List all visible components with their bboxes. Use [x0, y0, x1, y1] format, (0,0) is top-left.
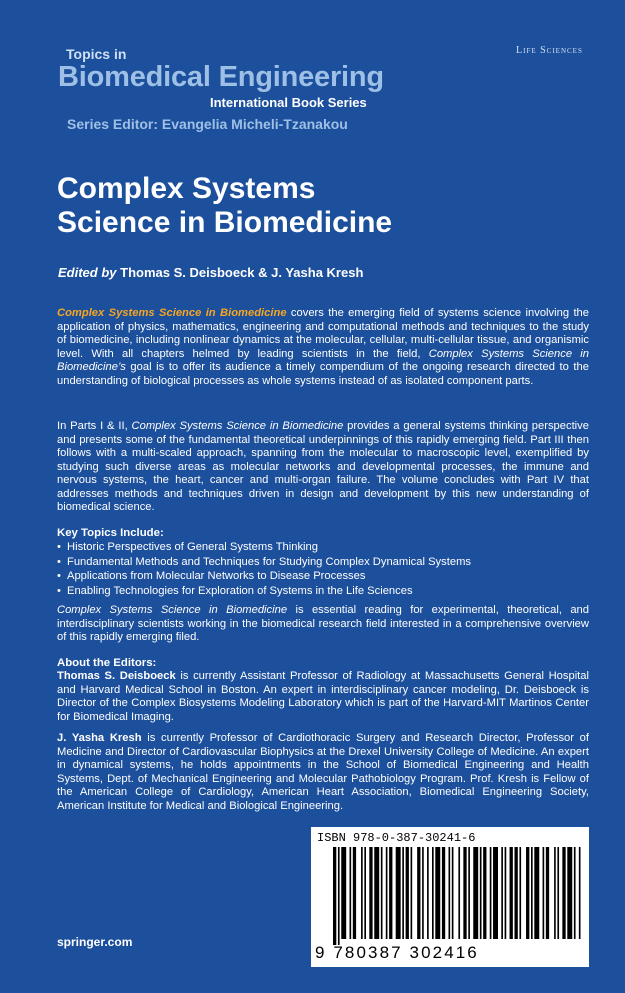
- barcode-bar: [381, 847, 383, 939]
- editor-2-name: J. Yasha Kresh: [57, 732, 142, 744]
- barcode-bar: [422, 847, 424, 939]
- barcode-bar: [567, 847, 572, 939]
- barcode-bar: [435, 847, 440, 939]
- barcode-bar: [473, 847, 478, 939]
- barcode-bar: [526, 847, 529, 939]
- series-name: Biomedical Engineering: [58, 61, 384, 93]
- key-topics-list: [57, 540, 471, 598]
- barcode-bar: [350, 847, 352, 939]
- barcode-bar: [531, 847, 533, 939]
- key-topics-heading: Key Topics Include:: [57, 527, 164, 539]
- barcode-bar: [458, 847, 460, 939]
- description-paragraph-1: [57, 307, 589, 388]
- barcode-bar: [389, 847, 392, 939]
- description-highlight: Complex Systems Science in Biomedicine: [57, 307, 287, 319]
- barcode-bar: [402, 847, 404, 939]
- barcode-bar: [546, 847, 549, 939]
- barcode-bar: [493, 847, 498, 939]
- barcode-bar: [411, 847, 413, 939]
- barcode-bar: [515, 847, 518, 939]
- edited-by-label: Edited by: [58, 265, 117, 280]
- description-p1-a: covers the emerging field of systems science involving the application of physics, mathematics, engineering and computational methods and techniques to the study of biomedicine, including nonlinear dynamics at the molecular, cellular, multi-cellular tissue, and organismic level. With all chapters helmed by leading scientists in the field,: [57, 307, 589, 360]
- ean-number: 9 780387 302416: [315, 943, 479, 962]
- barcode-bar: [554, 847, 556, 939]
- barcode-bar: [417, 847, 420, 939]
- barcode-bars: [333, 847, 583, 945]
- series-topics-in: Topics in: [66, 46, 127, 62]
- barcode-bar: [519, 847, 521, 939]
- barcode-bar: [452, 847, 454, 939]
- barcode-bar: [364, 847, 366, 939]
- description-p2-a: In Parts I & II,: [57, 420, 132, 432]
- barcode-bar: [468, 847, 470, 939]
- about-editors-heading: About the Editors:: [57, 657, 157, 669]
- editor-bio-1: [57, 670, 589, 724]
- editors-names: Thomas S. Deisboeck & J. Yasha Kresh: [120, 265, 364, 280]
- barcode-bar: [557, 847, 559, 939]
- description-p3-italic: Complex Systems Science in Biomedicine: [57, 604, 288, 616]
- book-title: [57, 172, 392, 240]
- description-p2-b: provides a general systems thinking perspective and presents some of the fundamental theoretical underpinnings of this rapidly emerging field. Part III then follows with a multi-scaled approach, spanning from the molecular to macroscopic level, exemplified by studying such diverse areas as molecular networks and developmental processes, the immune and nervous systems, the heart, cancer and multi-organ failure. The volume concludes with Part IV that addresses methods and techniques driven in design and development by this new understanding of biomedical science.: [57, 420, 589, 513]
- list-item: • Applications from Molecular Networks to Disease Processes: [57, 569, 471, 584]
- barcode-bar: [543, 847, 545, 939]
- barcode-bar: [353, 847, 356, 939]
- editor-2-text: is currently Professor of Cardiothoracic Surgery and Research Director, Professor of Medicine and Director of Cardiovascular Biophysics at the Drexel University College of Medicine. An expert in dynamical systems, he holds appointments in the School of Biomedical Engineering and Health Systems, Dept. of Mechanical Engineering and Molecular Pathobiology Program. Prof. Kresh is Fellow of the American College of Cardiology, American Heart Association, Biomedical Engineering Society, American Institute for Medical and Biological Engineering.: [57, 732, 589, 812]
- barcode-bar: [510, 847, 513, 939]
- description-paragraph-3: [57, 604, 589, 645]
- barcode-bar: [369, 847, 372, 939]
- category-label: Life Sciences: [516, 45, 583, 56]
- description-paragraph-2: [57, 420, 589, 515]
- barcode-bar: [406, 847, 409, 939]
- barcode: [311, 827, 589, 967]
- barcode-bar: [386, 847, 388, 939]
- barcode-bar: [396, 847, 401, 939]
- barcode-bar: [341, 847, 346, 939]
- series-editor: Series Editor: Evangelia Micheli-Tzanakou: [67, 116, 348, 132]
- barcode-bar: [333, 847, 336, 945]
- editor-1-name: Thomas S. Deisboeck: [57, 670, 176, 682]
- editor-bio-2: [57, 732, 589, 813]
- barcode-bar: [427, 847, 429, 939]
- barcode-bar: [449, 847, 451, 939]
- description-p1-italic: Complex Systems Science in Biomedicine’s: [57, 347, 589, 373]
- barcode-bar: [574, 847, 576, 939]
- barcode-bar: [480, 847, 482, 939]
- list-item: • Fundamental Methods and Techniques for Studying Complex Dynamical Systems: [57, 555, 471, 570]
- barcode-bar: [534, 847, 539, 939]
- barcode-bar: [361, 847, 363, 939]
- barcode-bar: [490, 847, 492, 939]
- book-title-line1: Complex Systems: [57, 172, 316, 205]
- editor-1-text: is currently Assistant Professor of Radiology at Massachusetts General Hospital and Harvard Medical School in Boston. An expert in interdisciplinary cancer modeling, Dr. Deisboeck is Director of the Complex Biosystems Modeling Laboratory which is part of the Harvard-MIT Martinos Center for Biomedical Imaging.: [57, 670, 589, 723]
- barcode-bar: [501, 847, 503, 939]
- edited-by: [58, 265, 363, 280]
- isbn-label: ISBN 978-0-387-30241-6: [317, 831, 476, 845]
- book-title-line2: Science in Biomedicine: [57, 206, 393, 239]
- barcode-bar: [432, 847, 434, 939]
- barcode-bar: [442, 847, 445, 939]
- list-item: • Historic Perspectives of General Systems Thinking: [57, 540, 471, 555]
- barcode-bar: [579, 847, 581, 939]
- barcode-bar: [483, 847, 486, 939]
- barcode-bar: [463, 847, 466, 939]
- publisher-url: springer.com: [57, 935, 133, 949]
- description-p2-italic: Complex Systems Science in Biomedicine: [131, 420, 344, 432]
- series-subtitle: International Book Series: [210, 95, 367, 110]
- list-item: • Enabling Technologies for Exploration of Systems in the Life Sciences: [57, 584, 471, 599]
- description-p1-b: goal is to offer its audience a timely compendium of the ongoing research directed to the understanding of biological processes as whole systems instead of as isolated component parts.: [57, 361, 589, 387]
- description-p3-b: is essential reading for experimental, theoretical, and interdisciplinary scientists working in the biomedical research field interested in a comprehensive overview of this rapidly emerging filed.: [57, 604, 590, 643]
- barcode-bar: [562, 847, 565, 939]
- barcode-bar: [374, 847, 379, 939]
- barcode-bar: [338, 847, 340, 945]
- barcode-bar: [505, 847, 507, 939]
